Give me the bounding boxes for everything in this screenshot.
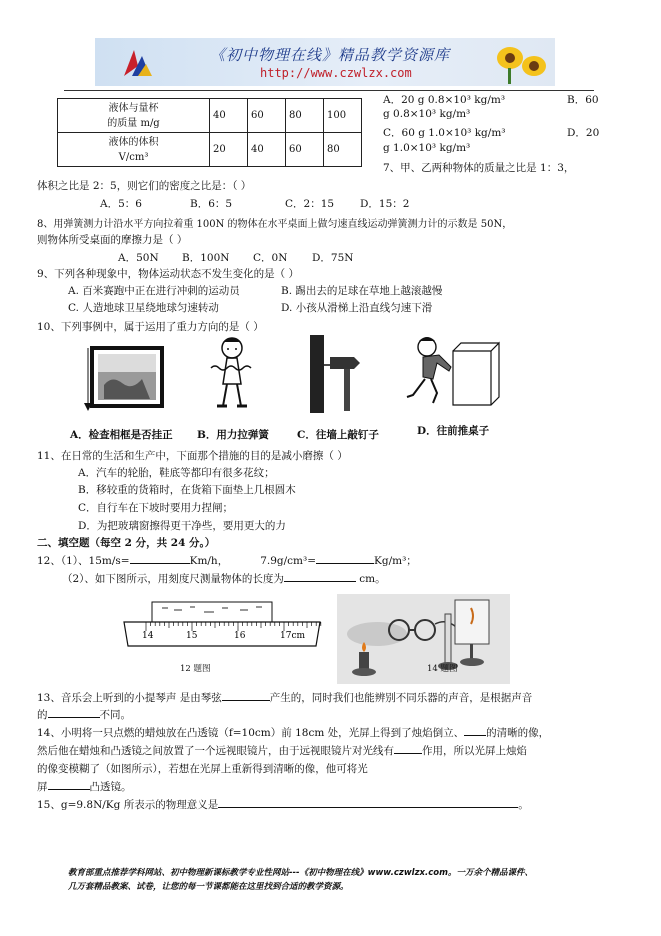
data-table (57, 98, 362, 167)
q9-option-b: B. 踢出去的足球在草地上越滚越慢 (281, 285, 443, 297)
table-cell: 60 (286, 133, 324, 167)
q8-option-b: B．100N (182, 252, 230, 264)
answer-blank[interactable] (130, 553, 190, 564)
q6-option-c: C．60 g 1.0×10³ kg/m³ (383, 127, 506, 139)
q6-option-b-cont: g 0.8×10³ kg/m³ (383, 108, 471, 120)
ruler-figure (122, 600, 327, 650)
answer-blank[interactable] (218, 797, 518, 808)
q12-part2: （2）、如下图所示，用刻度尺测量物体的长度为 cm。 (62, 573, 386, 585)
q11-stem: 11、在日常的生活和生产中，下面那个措施的目的是减小磨擦（ ） (37, 450, 348, 462)
table-row (58, 133, 362, 167)
q10-caption-b: B．用力拉弹簧 (197, 429, 269, 441)
q7-option-a: A．5：6 (100, 198, 142, 210)
q15-line: 15、g=9.8N/Kg 所表示的物理意义是 。 (37, 799, 529, 811)
answer-blank[interactable] (222, 690, 270, 701)
table-cell: 20 (210, 133, 248, 167)
fig12-caption: 12 题图 (180, 664, 211, 674)
table-cell: 80 (324, 133, 362, 167)
sunflower-icon (490, 42, 548, 84)
banner-url[interactable]: http://www.czwlzx.com (260, 66, 412, 80)
header-divider (64, 90, 594, 91)
q6-option-a: A．20 g 0.8×10³ kg/m³ (383, 94, 506, 106)
answer-blank[interactable] (316, 553, 374, 564)
table-cell: 60 (248, 99, 286, 133)
figure-spring-stretcher (205, 332, 260, 412)
page-footer (68, 866, 533, 894)
lens-experiment-photo (337, 594, 510, 684)
q14-line1: 14、小明将一只点燃的蜡烛放在凸透镜（f=10cm）前 18cm 处，光屏上得到了烛焰倒立、 的清晰的像， (37, 727, 550, 739)
q11-option-c: C．自行车在下坡时要用力捏闸； (78, 502, 234, 514)
footer-line: 几万套精品教案、试卷，让您的每一节课都能在这里找到合适的教学资源。 (68, 882, 349, 892)
q13-line1: 13、音乐会上听到的小提琴声 是由琴弦 产生的，同时我们也能辨别不同乐器的声音，是根据声音 (37, 692, 533, 704)
answer-blank[interactable] (48, 707, 100, 718)
figure-pushing-box (403, 333, 503, 408)
q8-stem-line1: 8、用弹簧测力计沿水平方向拉着重 100N 的物体在水平桌面上做匀速直线运动弹簧测力计的示数是 50N， (37, 219, 513, 230)
table-row-label: 液体与量杯 的质量 m/g (58, 99, 210, 133)
footer-line: 教育部重点推荐学科网站、初中物理新课标教学专业性网站---《初中物理在线》www.czwlzx.com。一万余个精品课件、 (68, 868, 533, 878)
table-row-label: 液体的体积 V/cm³ (58, 133, 210, 167)
table-cell: 40 (210, 99, 248, 133)
q14-line4: 屏 凸透镜。 (37, 781, 132, 793)
q6-option-d: D．20 (567, 127, 600, 139)
q10-caption-a: A．检查相框是否挂正 (70, 429, 173, 441)
q7-stem-line2: 体积之比是 2：5，则它们的密度之比是：（ ） (37, 180, 252, 192)
q9-option-d: D. 小孩从滑梯上沿直线匀速下滑 (281, 302, 433, 314)
q11-option-a: A．汽车的轮胎，鞋底等都印有很多花纹； (78, 467, 275, 479)
banner-title: 《初中物理在线》精品教学资源库 (210, 46, 451, 64)
q10-caption-c: C．往墙上敲钉子 (297, 429, 379, 441)
header-banner (95, 38, 555, 86)
table-row (58, 99, 362, 133)
figure-picture-frame (82, 345, 167, 415)
q8-option-a: A．50N (118, 252, 159, 264)
ruler-tick-label: 15 (186, 631, 198, 641)
q10-caption-d: D．往前推桌子 (417, 425, 490, 437)
table-cell: 40 (248, 133, 286, 167)
q11-option-d: D．为把玻璃窗擦得更干净些，要用更大的力 (78, 520, 286, 532)
q14-line2: 然后他在蜡烛和凸透镜之间放置了一个远视眼镜片，由于远视眼镜片对光线有 作用，所以光屏上烛焰 (37, 745, 527, 757)
fig14-caption: 14 题图 (427, 664, 458, 674)
table-cell: 80 (286, 99, 324, 133)
q8-option-c: C．0N (253, 252, 288, 264)
answer-blank[interactable] (394, 743, 422, 754)
q13-line2: 的 不同。 (37, 709, 131, 721)
q7-option-c: C．2：15 (285, 198, 335, 210)
ruler-tick-label: 14 (142, 631, 154, 641)
q6-option-b: B．60 (567, 94, 599, 106)
q7-option-d: D．15：2 (360, 198, 410, 210)
q6-option-d-cont: g 1.0×10³ kg/m³ (383, 142, 471, 154)
ruler-tick-label: 16 (234, 631, 246, 641)
figure-hammer-wall (308, 335, 368, 415)
table-cell: 100 (324, 99, 362, 133)
q11-option-b: B．移较重的货箱时，在货箱下面垫上几根圆木 (78, 484, 296, 496)
answer-blank[interactable] (464, 725, 486, 736)
q7-option-b: B．6：5 (190, 198, 233, 210)
answer-blank[interactable] (48, 779, 90, 790)
q9-option-a: A. 百米赛跑中正在进行冲刺的运动员 (68, 285, 240, 297)
site-logo-icon (120, 46, 154, 80)
q7-stem-line1: 7、甲、乙两种物体的质量之比是 1：3， (383, 162, 575, 174)
answer-blank[interactable] (284, 571, 356, 582)
q8-option-d: D．75N (312, 252, 354, 264)
section-title: 二、填空题（每空 2 分，共 24 分。） (37, 537, 216, 549)
q9-stem: 9、下列各种现象中，物体运动状态不发生变化的是（ ） (37, 268, 300, 280)
ruler-tick-label: 17cm (280, 631, 306, 641)
q9-option-c: C. 人造地球卫星绕地球匀速转动 (68, 302, 219, 314)
q12-part1: 12、（1）、15m/s= Km/h， 7.9g/cm³= Kg/m³； (37, 555, 417, 567)
q14-line3: 的像变模糊了（如图所示），若想在光屏上重新得到清晰的像，他可将光 (37, 763, 368, 775)
q10-stem: 10、下列事例中，属于运用了重力方向的是（ ） (37, 321, 264, 333)
q8-stem-line2: 则物体所受桌面的摩擦力是（ ） (37, 234, 188, 246)
